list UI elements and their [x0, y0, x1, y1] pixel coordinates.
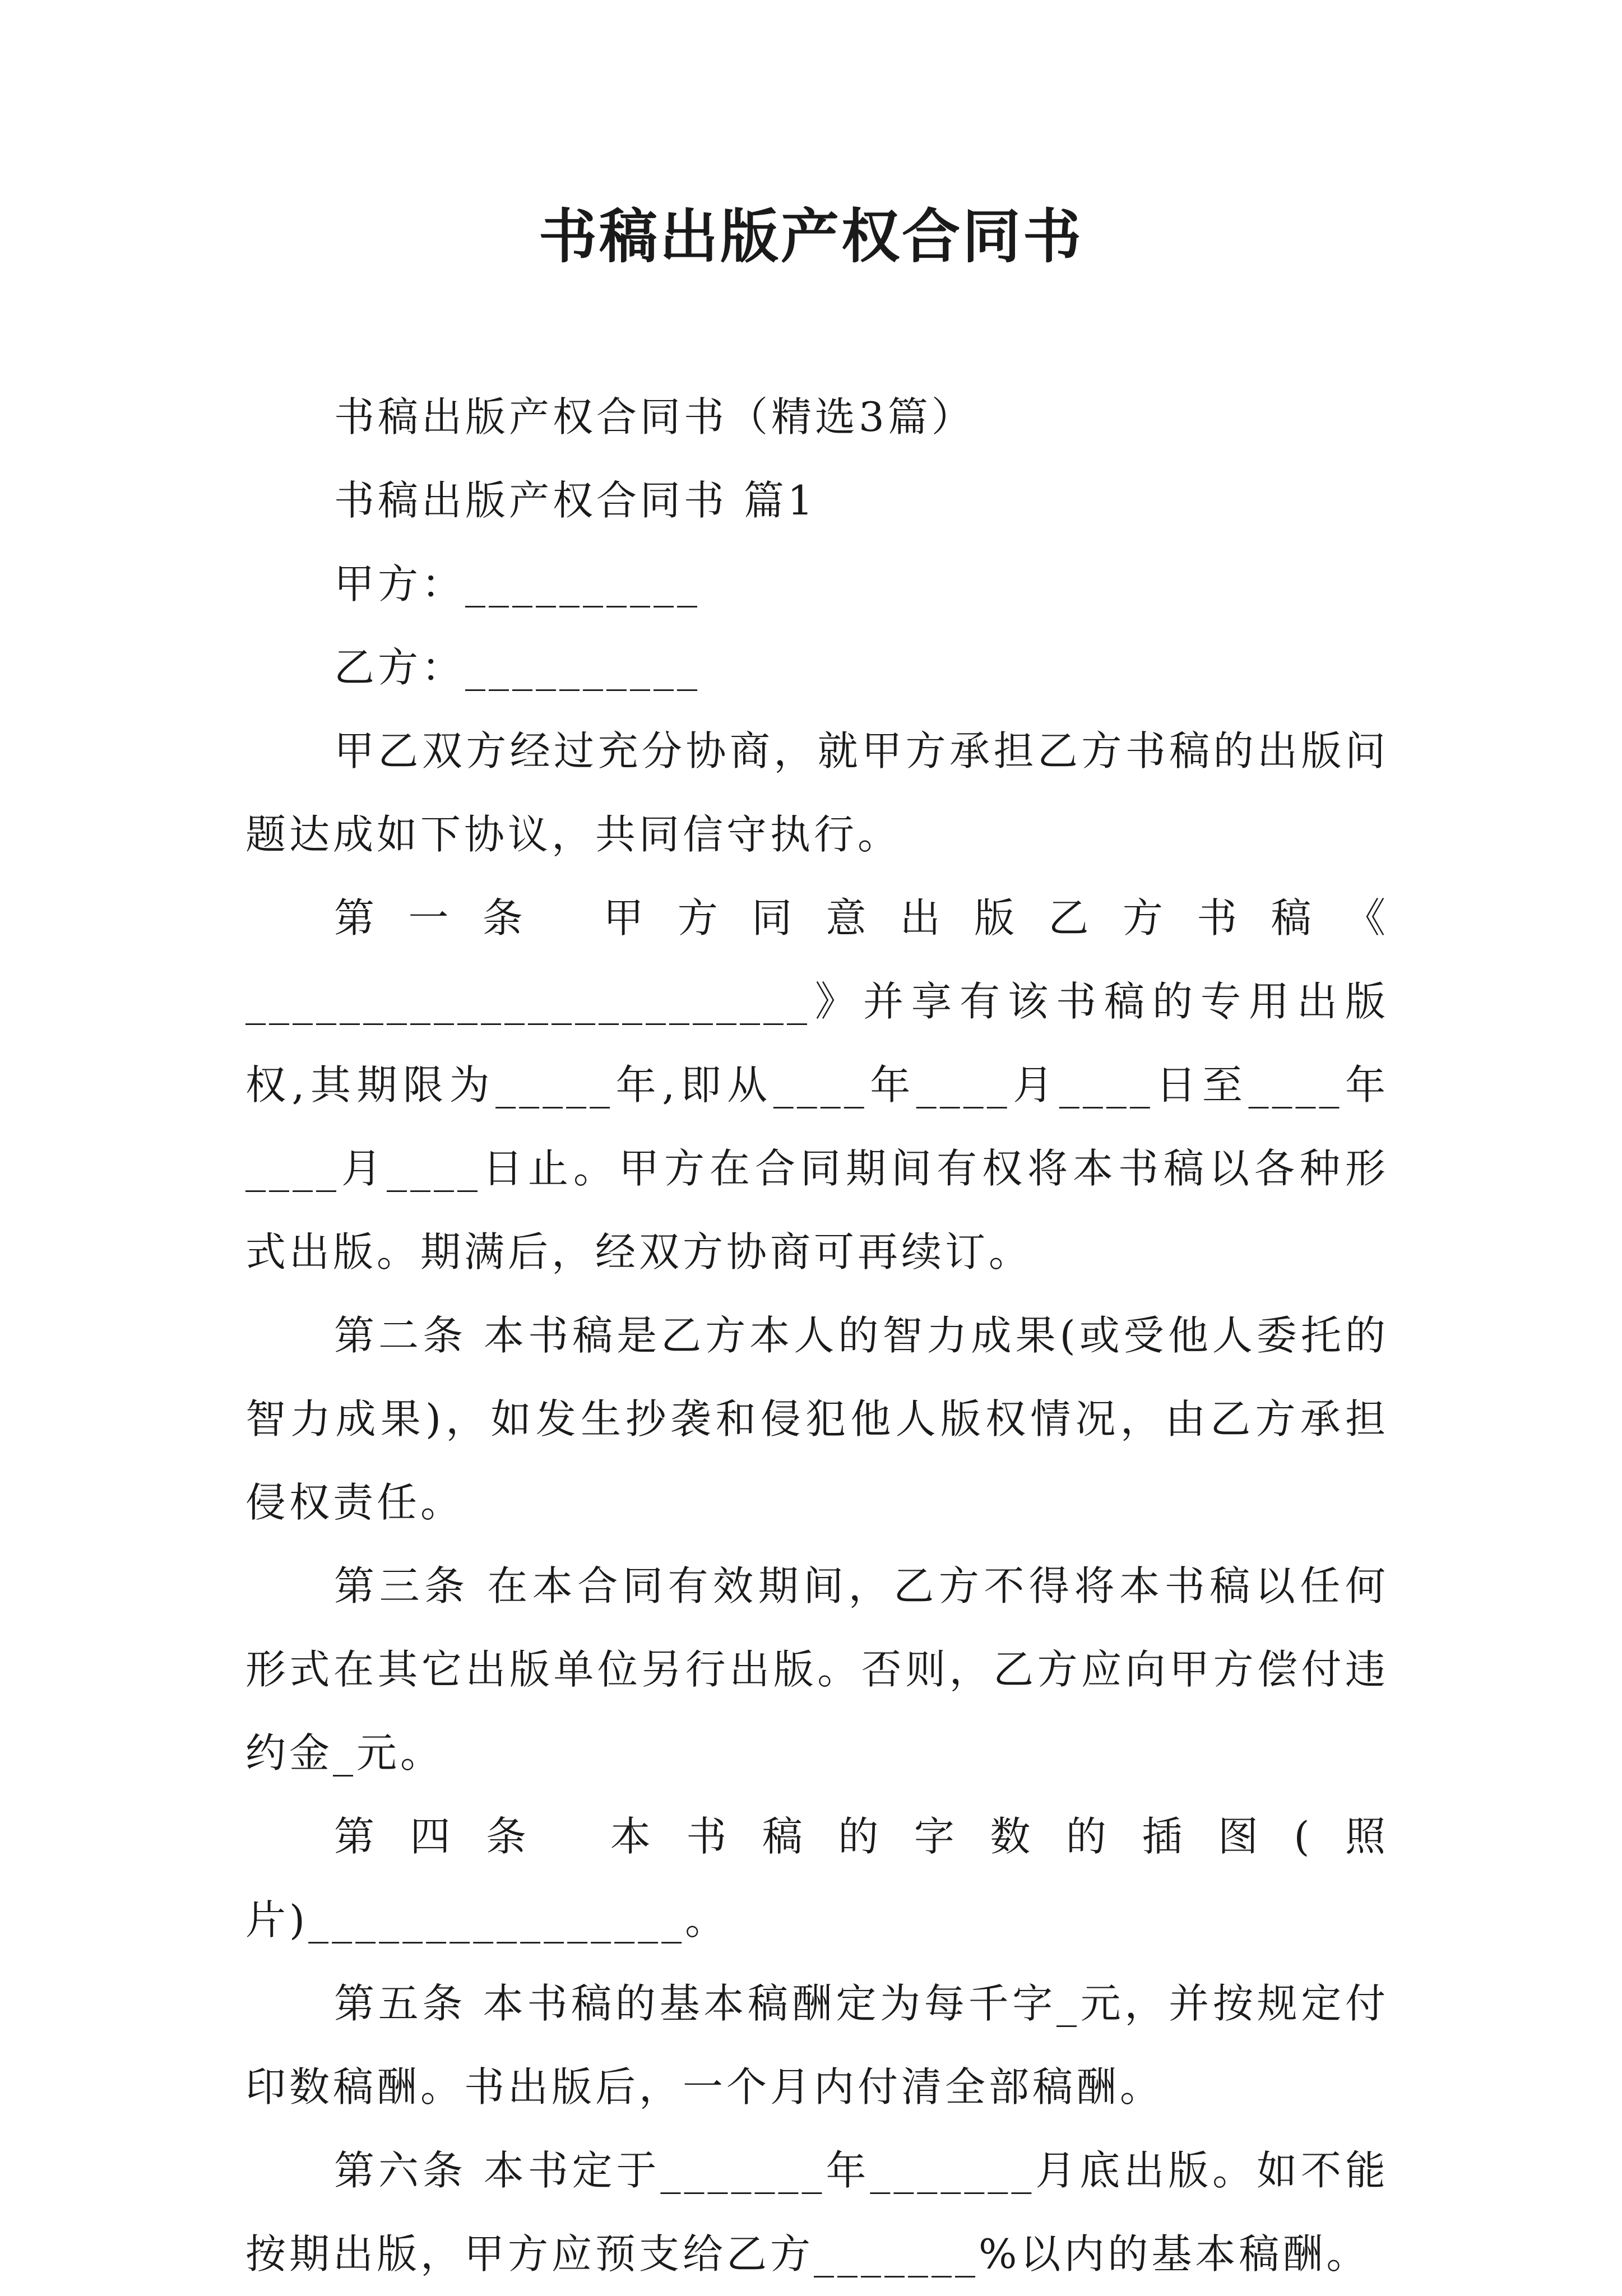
document-title: 书稿出版产权合同书	[538, 202, 1083, 271]
section-heading: 书稿出版产权合同书 篇1	[334, 477, 817, 524]
subtitle-paragraph: 书稿出版产权合同书（精选3篇）	[334, 393, 975, 440]
party-b-line: 乙方：__________	[334, 644, 701, 691]
document-body	[245, 375, 1405, 2296]
article-2-paragraph: 第二条 本书稿是乙方本人的智力成果(或受他人委托的智力成果)，如发生抄袭和侵犯他人版权情况，由乙方承担侵权责任。	[245, 1312, 1389, 1526]
article-5-paragraph: 第五条 本书稿的基本稿酬定为每千字_元，并按规定付印数稿酬。书出版后，一个月内付清全部稿酬。	[245, 1980, 1389, 2111]
article-1-paragraph: 第一条 甲方同意出版乙方书稿《 ________________________》并享有该书稿的专用出版权,其期限为_____年,即从____年____月____日至____年____月____日止。甲方在合同期间有权将本书稿以各种形式出版。期满后，经双方协商可再续订。	[245, 894, 1405, 1275]
article-3-paragraph: 第三条 在本合同有效期间，乙方不得将本书稿以任何形式在其它出版单位另行出版。否则，乙方应向甲方偿付违约金_元。	[245, 1562, 1389, 1776]
article-6-paragraph: 第六条 本书定于_______年_______月底出版。如不能按期出版，甲方应预支给乙方_______%以内的基本稿酬。	[245, 2147, 1389, 2278]
preamble-paragraph: 甲乙双方经过充分协商，就甲方承担乙方书稿的出版问题达成如下协议，共同信守执行。	[245, 727, 1389, 858]
party-a-line: 甲方：__________	[334, 560, 701, 607]
article-4-paragraph: 第四条 本书稿的字数的插图(照片)________________。	[245, 1813, 1389, 1944]
